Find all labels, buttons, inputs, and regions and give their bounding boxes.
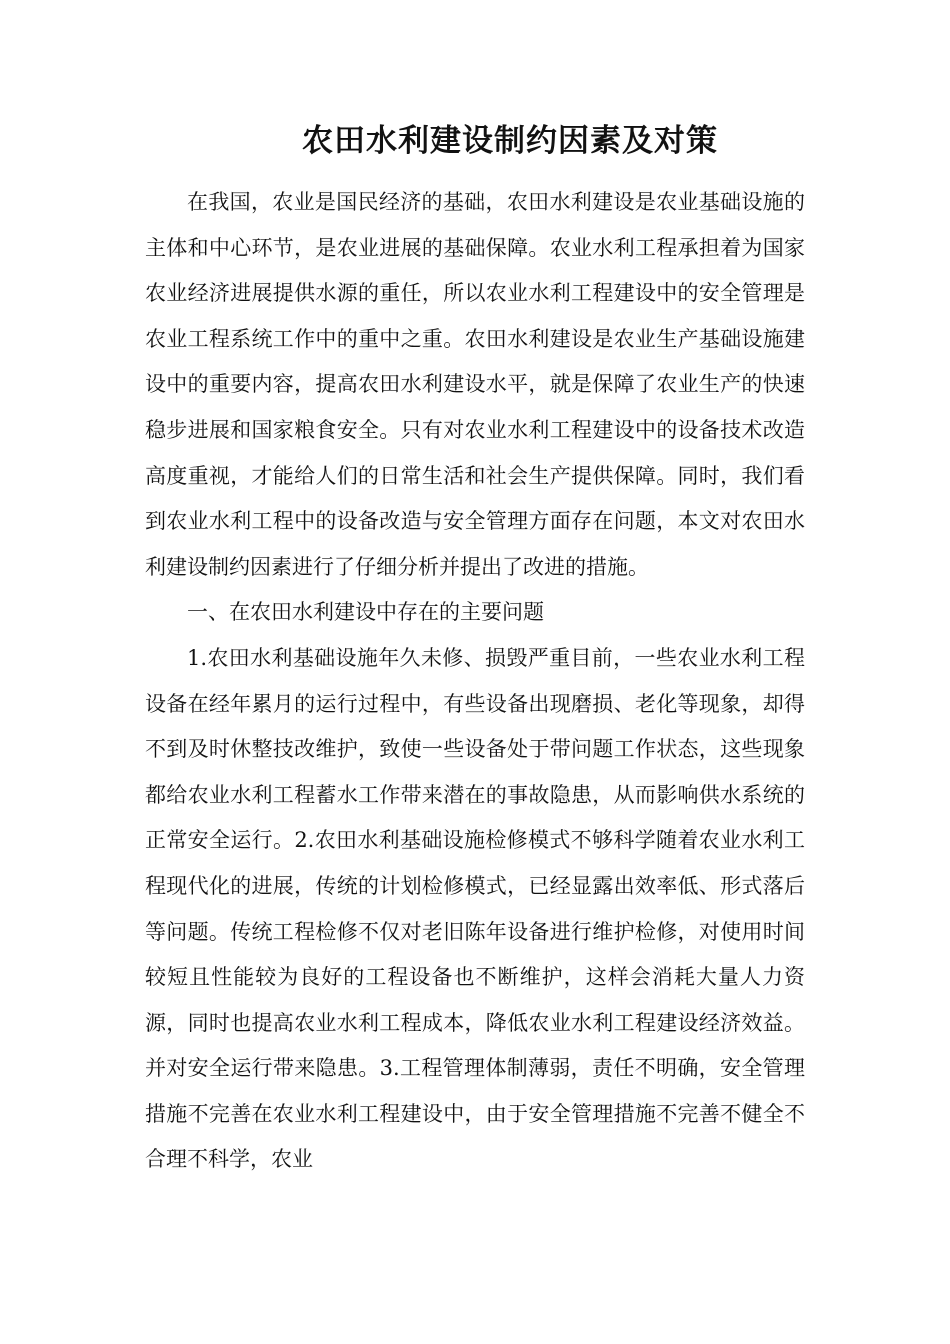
document-title: 农田水利建设制约因素及对策 <box>302 123 718 159</box>
section-heading: 一、在农田水利建设中存在的主要问题 <box>187 600 544 625</box>
document-body <box>145 180 805 1183</box>
intro-paragraph: 在我国，农业是国民经济的基础，农田水利建设是农业基础设施的主体和中心环节，是农业进展的基础保障。农业水利工程承担着为国家农业经济进展提供水源的重任，所以农业水利工程建设中的安全管理是农业工程系统工作中的重中之重。农田水利建设是农业生产基础设施建设中的重要内容，提高农田水利建设水平，就是保障了农业生产的快速稳步进展和国家粮食安全。只有对农业水利工程建设中的设备技术改造高度重视，才能给人们的日常生活和社会生产提供保障。同时，我们看到农业水利工程中的设备改造与安全管理方面存在问题，本文对农田水利建设制约因素进行了仔细分析并提出了改进的措施。 <box>145 190 805 579</box>
problems-paragraph: 1.农田水利基础设施年久未修、损毁严重目前，一些农业水利工程设备在经年累月的运行过程中，有些设备出现磨损、老化等现象，却得不到及时休整技改维护，致使一些设备处于带问题工作状态，这些现象都给农业水利工程蓄水工作带来潜在的事故隐患，从而影响供水系统的正常安全运行。2.农田水利基础设施检修模式不够科学随着农业水利工程现代化的进展，传统的计划检修模式，已经显露出效率低、形式落后等问题。传统工程检修不仅对老旧陈年设备进行维护检修，对使用时间较短且性能较为良好的工程设备也不断维护，这样会消耗大量人力资源，同时也提高农业水利工程成本，降低农业水利工程建设经济效益。并对安全运行带来隐患。3.工程管理体制薄弱，责任不明确，安全管理措施不完善在农业水利工程建设中，由于安全管理措施不完善不健全不合理不科学，农业 <box>145 645 805 1172</box>
